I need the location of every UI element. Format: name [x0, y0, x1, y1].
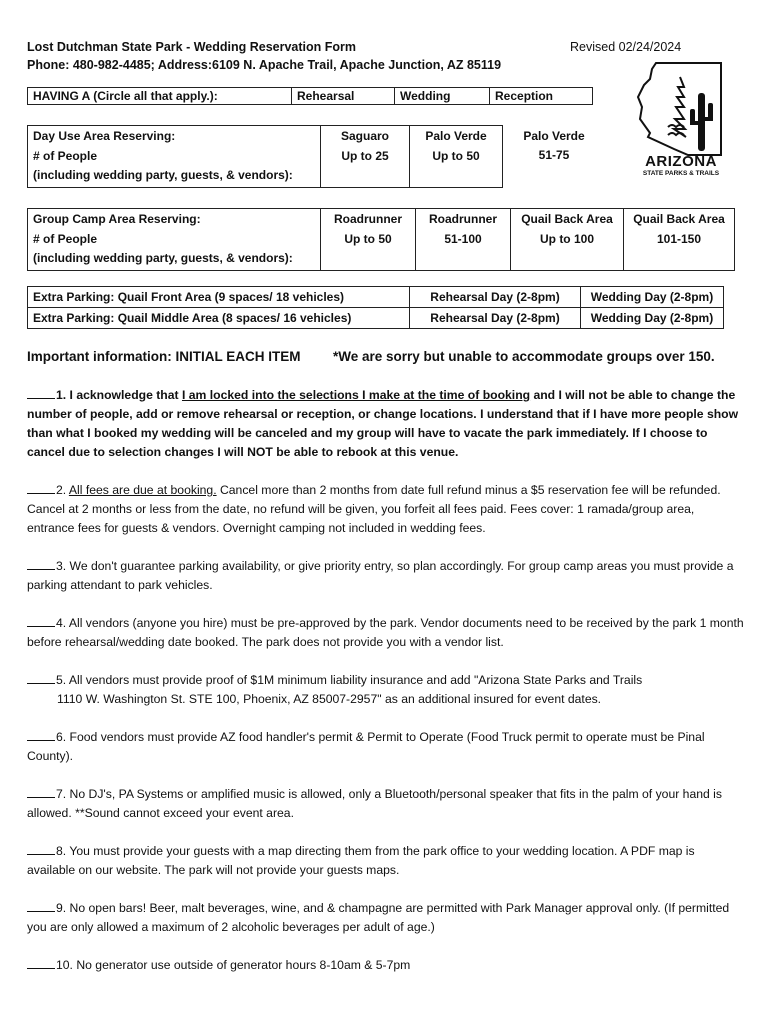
item-text: 3. We don't guarantee parking availability, or give priority entry, so plan accordingly. For group camp areas you must provide a parking attendant to park vehicles.: [27, 559, 734, 592]
form-title: Lost Dutchman State Park - Wedding Reservation Form: [27, 40, 356, 54]
logo-wordmark: [634, 154, 728, 178]
item-7: [27, 785, 745, 823]
area-name: Roadrunner: [333, 212, 402, 226]
item-6: [27, 728, 745, 766]
area-saguaro[interactable]: [321, 126, 410, 188]
item-text: 10. No generator use outside of generator hours 8-10am & 5-7pm: [56, 958, 411, 972]
item-10: [27, 956, 745, 975]
initial-blank[interactable]: [27, 614, 55, 627]
item-text: and I will not be able to change the number of people, add or remove rehearsal or reception, or change locations. I understand that if I have more people show than what I booked my wedding will be canceled and my group will have to vacate the park immediately. If I choose to cancel due to selection changes I will NOT be able to rebook at this venue.: [27, 388, 739, 459]
area-name: Saguaro: [340, 129, 389, 143]
parking-row: [28, 308, 724, 329]
logo-subtitle: STATE PARKS & TRAILS: [642, 170, 720, 177]
initial-blank[interactable]: [27, 785, 55, 798]
item-text: 7. No DJ's, PA Systems or amplified music is allowed, only a Bluetooth/personal speaker that fits in the palm of your hand is allowed. **Sound cannot exceed your event area.: [27, 787, 722, 820]
item-4: [27, 614, 745, 652]
parking-table: [27, 286, 724, 329]
option-rehearsal[interactable]: Rehearsal: [292, 88, 395, 105]
initial-blank[interactable]: [27, 842, 55, 855]
group-camp-label: Group Camp Area Reserving:: [33, 212, 201, 226]
area-name: Quail Back Area: [633, 212, 725, 226]
item-3: [27, 557, 745, 595]
day-use-labels: [28, 126, 321, 188]
area-capacity: Up to 50: [344, 231, 392, 246]
area-capacity: Up to 50: [432, 148, 480, 163]
item-underlined-text: All fees are due at booking.: [68, 483, 217, 497]
item-8: [27, 842, 745, 880]
option-wedding[interactable]: Wedding: [395, 88, 490, 105]
item-2: [27, 481, 745, 538]
area-name: Quail Back Area: [521, 212, 613, 226]
day-use-table: [27, 125, 605, 188]
item-text: 6. Food vendors must provide AZ food handler's permit & Permit to Operate (Food Truck permit to operate must be Pinal County).: [27, 730, 705, 763]
area-roadrunner-100[interactable]: [416, 209, 511, 271]
initial-blank[interactable]: [27, 956, 55, 969]
item-text: 1. I acknowledge that: [56, 388, 182, 402]
area-palo-verde-50[interactable]: [410, 126, 503, 188]
item-5: [27, 671, 745, 709]
area-name: Palo Verde: [523, 128, 585, 143]
including-label: (including wedding party, guests, & vendors):: [33, 251, 293, 265]
parking-wedding-option[interactable]: Wedding Day (2-8pm): [581, 287, 724, 308]
people-label: # of People: [33, 148, 98, 163]
event-type-label: HAVING A (Circle all that apply.):: [28, 88, 292, 105]
capacity-note: *We are sorry but unable to accommodate groups over 150.: [333, 349, 715, 364]
item-text: 2.: [56, 483, 69, 497]
item-text: Cancel more than 2 months from date full refund minus a $5 reservation fee will be refunded. Cancel at 2 months or less from the date, no refund will be given, you forfeit all fees paid. Fees cover: 1 ramada/group area, entrance fees for guests & vendors. Overnight camping not included in wedding fees.: [27, 483, 721, 535]
area-roadrunner-50[interactable]: [321, 209, 416, 271]
item-text: 4. All vendors (anyone you hire) must be pre-approved by the park. Vendor documents need to be received by the park 1 month before rehearsal/wedding date booked. The park does not provide you with a vendor list.: [27, 616, 744, 649]
area-name: Roadrunner: [428, 212, 497, 226]
parking-rehearsal-option[interactable]: Rehearsal Day (2-8pm): [410, 287, 581, 308]
item-1: [27, 386, 745, 462]
option-reception[interactable]: Reception: [490, 88, 593, 105]
area-capacity: 101-150: [656, 231, 702, 246]
parking-rehearsal-option[interactable]: Rehearsal Day (2-8pm): [410, 308, 581, 329]
item-9: [27, 899, 745, 937]
day-use-label: Day Use Area Reserving:: [33, 129, 176, 143]
parking-row: [28, 287, 724, 308]
initial-blank[interactable]: [27, 481, 55, 494]
item-underlined-text: I am locked into the selections I make at the time of booking: [181, 388, 531, 402]
logo-arizona-text: ARIZONA: [645, 153, 717, 170]
area-capacity: Up to 100: [539, 231, 594, 246]
important-heading: Important information: INITIAL EACH ITEM: [27, 349, 301, 364]
group-camp-labels: [28, 209, 321, 271]
initial-blank[interactable]: [27, 557, 55, 570]
revised-date: Revised 02/24/2024: [570, 40, 682, 54]
event-type-table: [27, 87, 593, 105]
parking-wedding-option[interactable]: Wedding Day (2-8pm): [581, 308, 724, 329]
parking-label: Extra Parking: Quail Middle Area (8 spaces/ 16 vehicles): [28, 308, 410, 329]
initial-blank[interactable]: [27, 671, 55, 684]
item-text-indent: 1110 W. Washington St. STE 100, Phoenix, AZ 85007-2957" as an additional insured for event dates.: [57, 692, 602, 706]
parking-label: Extra Parking: Quail Front Area (9 spaces/ 18 vehicles): [28, 287, 410, 308]
area-quail-back-100[interactable]: [511, 209, 624, 271]
contact-info: Phone: 480-982-4485; Address:6109 N. Apache Trail, Apache Junction, AZ 85119: [27, 58, 502, 72]
area-quail-back-150[interactable]: [624, 209, 735, 271]
area-palo-verde-75[interactable]: [503, 126, 606, 188]
initial-blank[interactable]: [27, 899, 55, 912]
people-label: # of People: [33, 231, 98, 246]
item-text: 9. No open bars! Beer, malt beverages, wine, and & champagne are permitted with Park Manager approval only. (If permitted you are only allowed a maximum of 2 alcoholic beverages per adult of age.): [27, 901, 730, 934]
area-capacity: 51-75: [538, 148, 570, 162]
initial-blank[interactable]: [27, 728, 55, 741]
item-text: 5. All vendors must provide proof of $1M minimum liability insurance and add "Arizona State Parks and Trails: [56, 673, 643, 687]
group-camp-table: [27, 208, 735, 271]
including-label: (including wedding party, guests, & vendors):: [33, 168, 293, 182]
area-capacity: Up to 25: [341, 148, 389, 163]
initial-blank[interactable]: [27, 386, 55, 399]
area-capacity: 51-100: [444, 231, 482, 246]
item-text: 8. You must provide your guests with a map directing them from the park office to your wedding location. A PDF map is available on our website. The park will not provide your guests maps.: [27, 844, 695, 877]
area-name: Palo Verde: [425, 129, 487, 143]
